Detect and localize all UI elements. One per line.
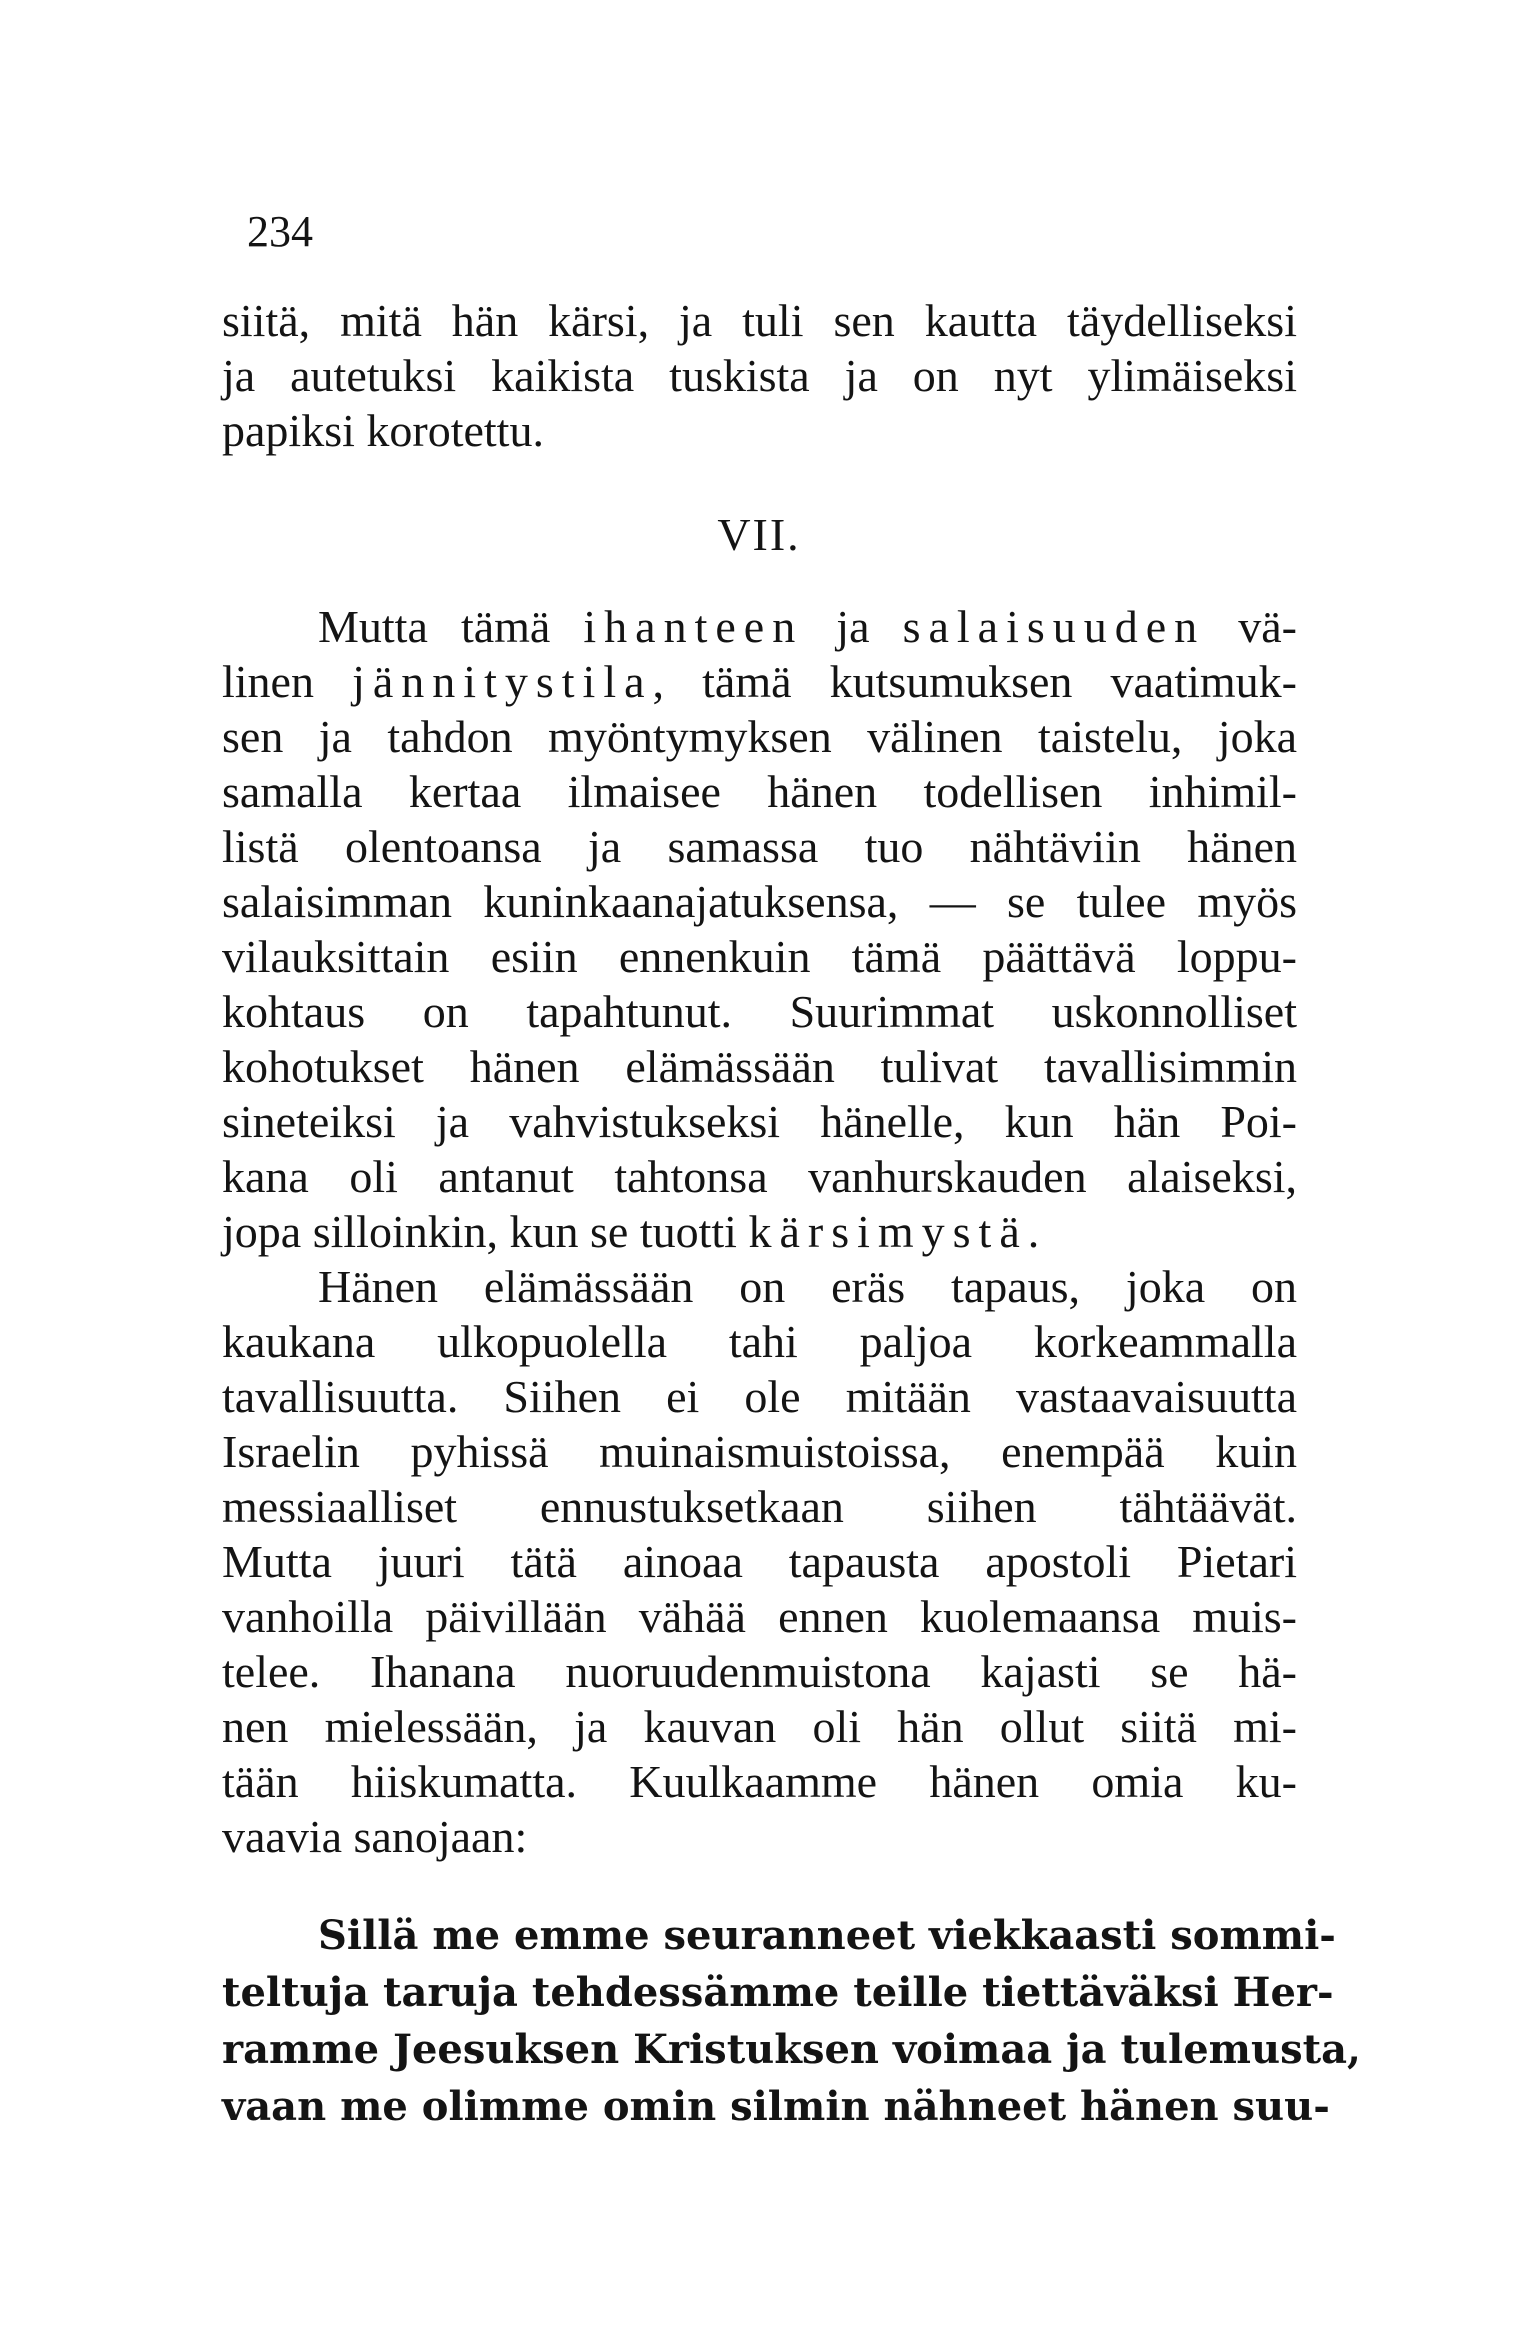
text-line: tavallisuutta. Siihen ei ole mitään vastaavaisuutta (222, 1371, 1297, 1422)
text-line: kaukana ulkopuolella tahi paljoa korkeammalla (222, 1316, 1297, 1367)
text-line: kohtaus on tapahtunut. Suurimmat uskonnolliset (222, 986, 1297, 1037)
text-line: sineteiksi ja vahvistukseksi hänelle, kun hän Poi- (222, 1096, 1297, 1147)
text-line: messiaalliset ennustuksetkaan siihen tähtäävät. (222, 1481, 1297, 1532)
text-line: Mutta juuri tätä ainoaa tapausta apostoli Pietari (222, 1536, 1297, 1587)
text-line: listä olentoansa ja samassa tuo nähtäviin hänen (222, 821, 1297, 872)
emphasis-spaced: ihanteen (583, 601, 804, 652)
text-line: kohotukset hänen elämässään tulivat tavallisimmin (222, 1041, 1297, 1092)
text-line: ja autetuksi kaikista tuskista ja on nyt ylimäiseksi (222, 350, 1297, 401)
text-line: nen mielessään, ja kauvan oli hän ollut siitä mi- (222, 1701, 1297, 1752)
text-line: Israelin pyhissä muinaismuistoissa, enempää kuin (222, 1426, 1297, 1477)
emphasis-spaced: salaisuuden (902, 601, 1206, 652)
text-line: vaavia sanojaan: (222, 1811, 528, 1862)
text-line: linen jännitystila, tämä kutsumuksen vaatimuk- (222, 656, 1297, 707)
quote-line: teltuja taruja tehdessämme teille tiettäväksi Her- (222, 1969, 1334, 2016)
page-number: 234 (247, 207, 313, 256)
text-line: jopa silloinkin, kun se tuotti kärsimystä. (222, 1206, 1040, 1257)
emphasis-spaced: jännitystila (352, 656, 653, 707)
text-line: tään hiiskumatta. Kuulkaamme hänen omia ku- (222, 1756, 1297, 1807)
text-line: Mutta tämä ihanteen ja salaisuuden vä- (318, 601, 1297, 652)
quote-line: Sillä me emme seuranneet viekkaasti sommi- (318, 1912, 1336, 1959)
text-line: kana oli antanut tahtonsa vanhurskauden alaiseksi, (222, 1151, 1297, 1202)
emphasis-spaced: kärsimystä (748, 1206, 1028, 1257)
text-line: vilauksittain esiin ennenkuin tämä päättävä loppu- (222, 931, 1297, 982)
text-line: vanhoilla päivillään vähää ennen kuolemaansa muis- (222, 1591, 1297, 1642)
text-line: salaisimman kuninkaanajatuksensa, — se tulee myös (222, 876, 1297, 927)
text-line: telee. Ihanana nuoruudenmuistona kajasti se hä- (222, 1646, 1297, 1697)
text-line: sen ja tahdon myöntymyksen välinen taistelu, joka (222, 711, 1297, 762)
quote-line: vaan me olimme omin silmin nähneet hänen suu- (222, 2083, 1330, 2130)
text-line: Hänen elämässään on eräs tapaus, joka on (318, 1261, 1297, 1312)
section-heading: VII. (717, 509, 801, 560)
text-line: papiksi korotettu. (222, 405, 544, 456)
quote-line: ramme Jeesuksen Kristuksen voimaa ja tulemusta, (222, 2026, 1361, 2073)
text-line: siitä, mitä hän kärsi, ja tuli sen kautta täydelliseksi (222, 295, 1297, 346)
text-line: samalla kertaa ilmaisee hänen todellisen inhimil- (222, 766, 1297, 817)
